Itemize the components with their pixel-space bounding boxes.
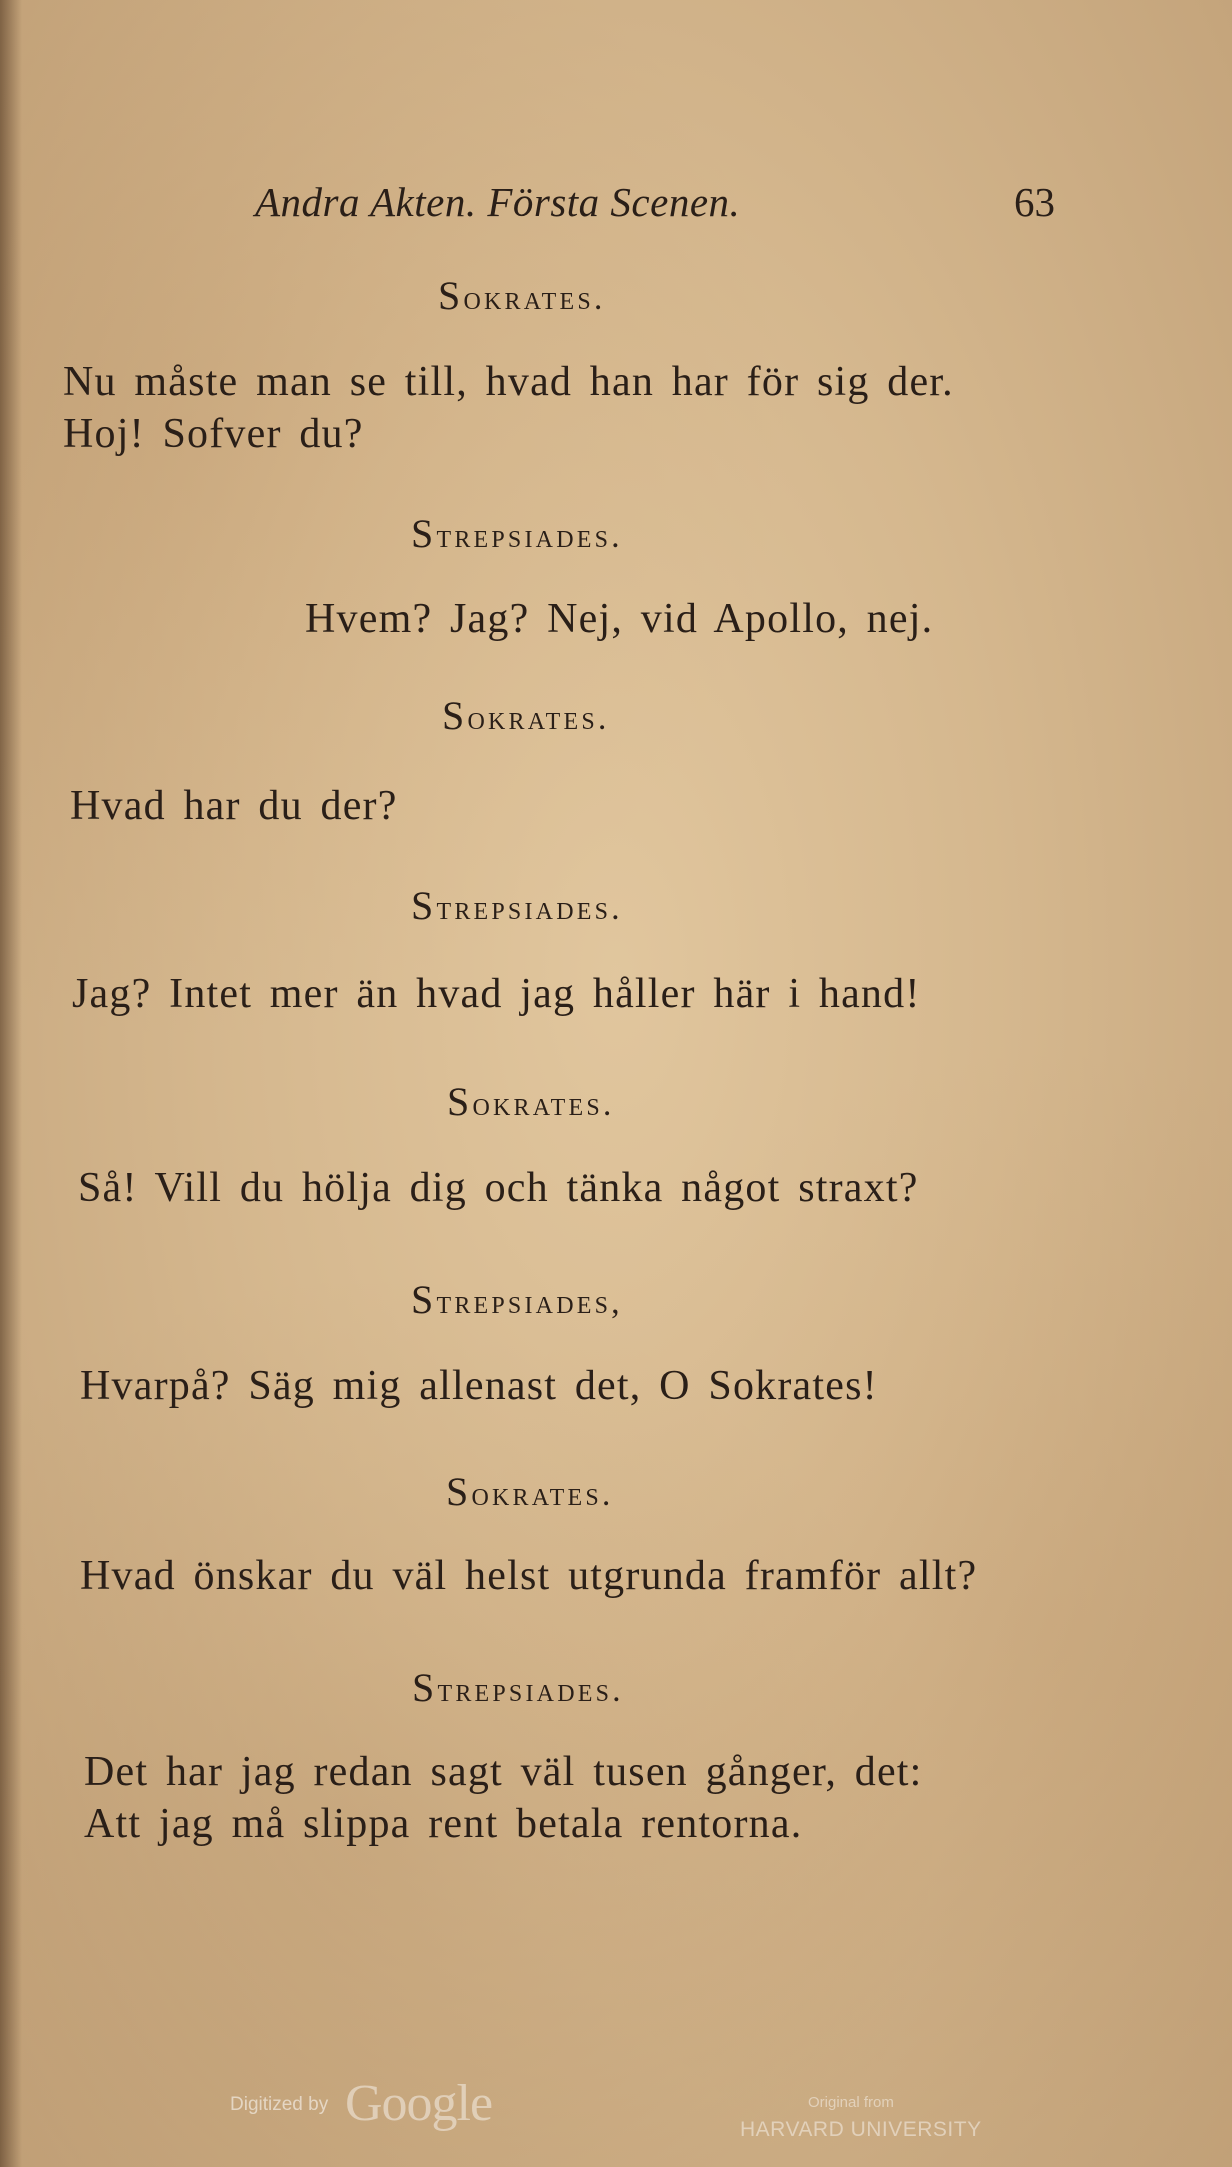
page-edge-shadow bbox=[0, 0, 22, 2167]
verse-line: Så! Vill du hölja dig och tänka något straxt? bbox=[78, 1165, 919, 1211]
digitized-by-label: Digitized by bbox=[230, 2094, 329, 2115]
verse-line: Hvarpå? Säg mig allenast det, O Sokrates! bbox=[80, 1363, 878, 1409]
verse-line: Hvad har du der? bbox=[70, 783, 398, 829]
verse-line: Att jag må slippa rent betala rentorna. bbox=[84, 1801, 803, 1847]
verse-line: Hoj! Sofver du? bbox=[63, 411, 364, 457]
google-logo: Google bbox=[345, 2075, 493, 2132]
verse-line: Det har jag redan sagt väl tusen gånger, det: bbox=[84, 1749, 923, 1795]
speaker-label: Sokrates. bbox=[446, 1469, 614, 1514]
verse-line: Nu måste man se till, hvad han har för sig der. bbox=[63, 359, 954, 405]
speaker-label: Sokrates. bbox=[442, 693, 610, 738]
verse-line: Hvad önskar du väl helst utgrunda framför allt? bbox=[80, 1553, 978, 1599]
speaker-label: Strepsiades. bbox=[411, 883, 623, 928]
institution-label: HARVARD UNIVERSITY bbox=[740, 2118, 982, 2141]
original-from-label: Original from bbox=[808, 2094, 894, 2111]
page-number: 63 bbox=[1014, 179, 1055, 225]
speaker-label: Strepsiades, bbox=[411, 1277, 623, 1322]
running-header bbox=[255, 178, 1055, 238]
verse-line: Jag? Intet mer än hvad jag håller här i hand! bbox=[72, 971, 921, 1017]
speaker-label: Sokrates. bbox=[447, 1079, 615, 1124]
verse-line: Hvem? Jag? Nej, vid Apollo, nej. bbox=[305, 596, 934, 642]
speaker-label: Strepsiades. bbox=[412, 1665, 624, 1710]
running-title: Andra Akten. Första Scenen. bbox=[255, 179, 741, 225]
speaker-label: Strepsiades. bbox=[411, 511, 623, 556]
speaker-label: Sokrates. bbox=[438, 273, 606, 318]
